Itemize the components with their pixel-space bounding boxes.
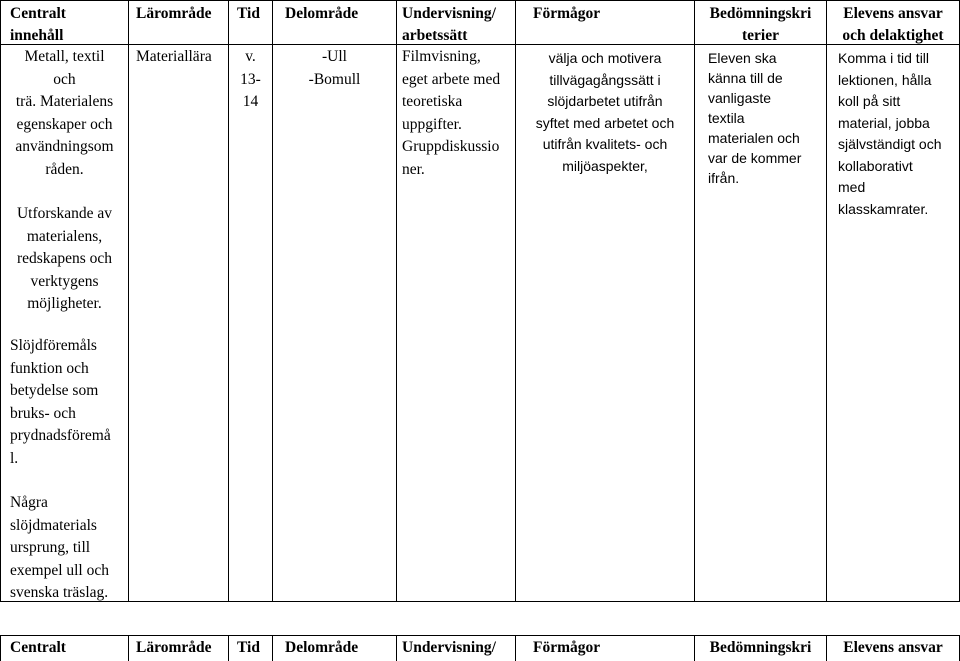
text-line: egenskaper och xyxy=(16,115,113,133)
cell-delomrade xyxy=(273,46,396,91)
col-border xyxy=(515,635,516,661)
header-centralt-innehall xyxy=(10,3,128,47)
header-elevens-ansvar xyxy=(827,3,959,47)
col-border xyxy=(128,0,129,602)
text-line: råden. xyxy=(45,160,84,178)
col-border xyxy=(826,0,827,602)
table-2-header-bedomningskriterier xyxy=(695,637,826,659)
text-line: svenska träslag. xyxy=(10,584,109,601)
header-line: terier xyxy=(742,27,779,44)
text-line: redskapens och xyxy=(16,250,113,267)
header-line: Delområde xyxy=(285,5,359,22)
text-line: prydnadsföremå xyxy=(10,427,111,444)
text-line: Slöjdföremåls xyxy=(10,337,97,354)
table-2-header-centralt xyxy=(10,637,128,659)
text-line: koll på sitt xyxy=(838,93,901,109)
header-line: Tid xyxy=(237,5,260,22)
cell-formagor xyxy=(516,48,694,177)
text-line: syftet med arbetet och xyxy=(535,114,675,131)
table-1-bottom-border xyxy=(0,601,960,602)
col-border xyxy=(396,0,397,602)
text-line: var de kommer xyxy=(708,150,802,166)
header-line: Lärområde xyxy=(136,639,212,656)
text-line: materialen och xyxy=(708,130,800,146)
text-line: Utforskande av xyxy=(16,205,113,222)
header-line: och delaktighet xyxy=(842,27,944,44)
text-line: teoretiska xyxy=(402,93,463,110)
table-2-header-laromrade xyxy=(136,637,228,659)
header-line: Undervisning/ xyxy=(402,639,496,656)
header-line: Elevens ansvar xyxy=(843,5,943,22)
text-line: självständigt och xyxy=(838,136,942,152)
table-1-top-border xyxy=(0,0,960,1)
header-line: Bedömningskri xyxy=(709,5,812,22)
text-line: uppgifter. xyxy=(402,115,462,133)
header-laromrade xyxy=(136,3,228,25)
header-line: Elevens ansvar xyxy=(843,639,943,656)
text-line: känna till de xyxy=(708,70,783,86)
text-line: Materiallära xyxy=(136,48,212,65)
header-tid xyxy=(237,3,272,25)
header-line: Bedömningskri xyxy=(709,639,812,656)
text-line: vanligaste xyxy=(708,90,772,106)
text-line: lektionen, hålla xyxy=(838,71,932,88)
text-line: ner. xyxy=(402,160,425,178)
text-line: 14 xyxy=(242,93,259,110)
text-line: välja och motivera xyxy=(548,50,662,66)
cell-tid xyxy=(229,46,272,114)
cell-undervisning xyxy=(402,46,515,181)
table-2-header-tid xyxy=(237,637,272,659)
cell-centralt-innehall xyxy=(1,46,128,338)
table-2-header-undervisning xyxy=(402,637,515,659)
text-line: kollaborativt xyxy=(838,157,913,174)
table-2-header-elevens-ansvar xyxy=(827,637,959,659)
text-line: material, jobba xyxy=(838,114,930,131)
text-line: ifrån. xyxy=(708,170,740,186)
table-2-header-formagor xyxy=(533,637,693,659)
text-line: materialens, xyxy=(26,227,103,245)
text-line: Gruppdiskussio xyxy=(402,138,500,155)
col-border xyxy=(694,0,695,602)
header-line: Förmågor xyxy=(533,639,601,656)
header-delomrade xyxy=(285,3,396,25)
cell-elevens-ansvar xyxy=(838,48,959,220)
text-line: utifrån kvalitets- och xyxy=(542,136,668,152)
text-line: funktion och xyxy=(10,359,89,377)
text-line: Några xyxy=(10,494,48,511)
text-line: ursprung, till xyxy=(10,539,91,556)
text-line: eget arbete med xyxy=(402,70,501,88)
header-formagor xyxy=(533,3,693,25)
text-line: tillvägagångssätt i xyxy=(549,71,661,88)
header-line: Lärområde xyxy=(136,5,212,22)
col-border xyxy=(128,635,129,661)
text-line: textila xyxy=(708,110,745,126)
table-2-header-delomrade xyxy=(285,637,396,659)
text-line: klasskamrater. xyxy=(838,200,929,217)
col-border xyxy=(0,635,1,661)
cell-bedomningskriterier xyxy=(708,48,826,188)
col-border xyxy=(396,635,397,661)
header-line: Centralt xyxy=(10,639,66,656)
text-line: -Ull xyxy=(322,48,347,65)
text-line: -Bomull xyxy=(308,70,361,88)
text-line: Metall, textil xyxy=(24,48,105,65)
text-line: Filmvisning, xyxy=(402,48,481,65)
text-line: miljöaspekter, xyxy=(562,157,648,174)
header-line: Centralt xyxy=(10,5,66,22)
header-bedomningskriterier xyxy=(695,3,826,47)
text-line: med xyxy=(838,179,866,195)
text-line: möjligheter. xyxy=(27,295,102,312)
text-line: slöjdmaterials xyxy=(10,516,97,534)
text-line: betydelse som xyxy=(10,382,99,399)
header-undervisning xyxy=(402,3,515,47)
text-line: Eleven ska xyxy=(708,50,777,66)
header-line: Tid xyxy=(237,639,260,656)
text-line: trä. Materialens xyxy=(15,93,114,110)
header-line: innehåll xyxy=(10,27,64,44)
text-line: 13- xyxy=(240,70,261,88)
text-line: slöjdarbetet utifrån xyxy=(547,93,663,109)
header-line: Delområde xyxy=(285,639,359,656)
text-line: verktygens xyxy=(30,272,99,290)
text-line: användningsom xyxy=(15,138,114,155)
col-border xyxy=(272,635,273,661)
text-line: och xyxy=(53,70,76,88)
header-line: Undervisning/ xyxy=(402,5,496,22)
col-border xyxy=(228,635,229,661)
cell-laromrade xyxy=(136,46,228,69)
text-line: Komma i tid till xyxy=(838,50,930,66)
text-line: v. xyxy=(245,48,256,65)
cell-centralt-innehall-2 xyxy=(10,335,128,605)
header-line: Förmågor xyxy=(533,5,601,22)
text-line: bruks- och xyxy=(10,404,76,422)
table-2-top-border xyxy=(0,635,960,636)
text-line: l. xyxy=(10,449,19,467)
text-line: exempel ull och xyxy=(10,561,109,579)
header-line: arbetssätt xyxy=(402,27,468,44)
